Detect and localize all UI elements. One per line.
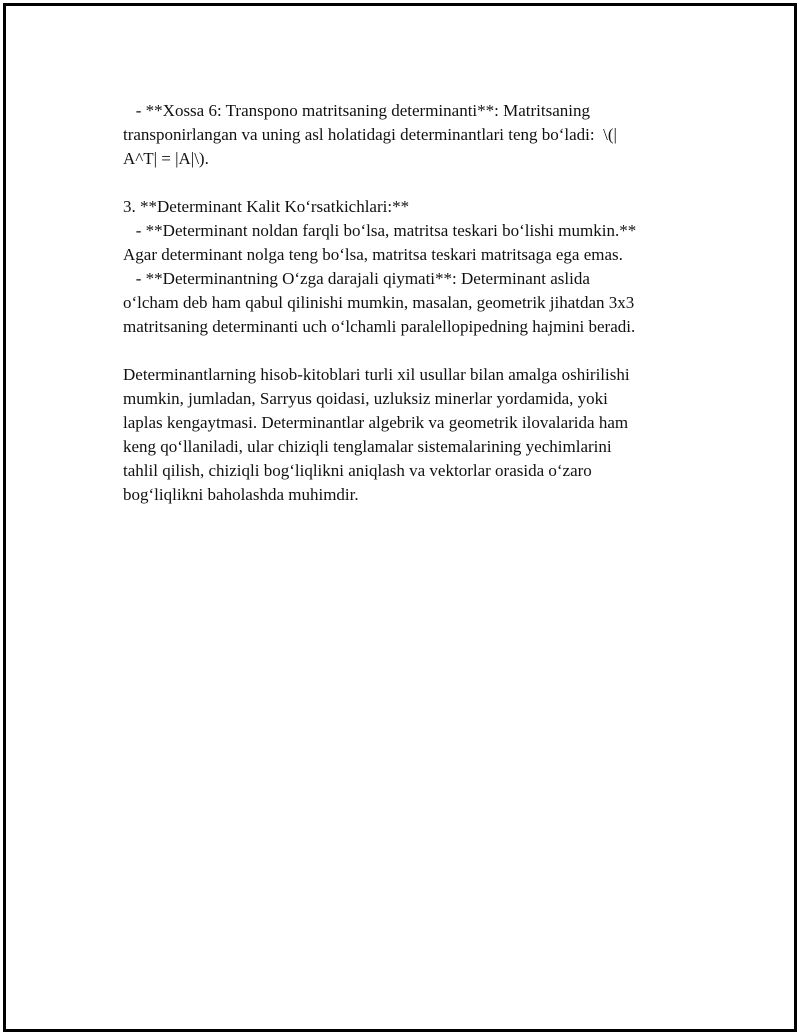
text-line: bog‘liqlikni baholashda muhimdir. [123,485,359,504]
paragraph-gap [123,339,688,363]
paragraph-property-6 [123,99,688,171]
page-frame [3,3,797,1032]
text-line: - **Determinant noldan farqli bo‘lsa, matritsa teskari bo‘lishi mumkin.** [123,221,637,240]
text-line: tahlil qilish, chiziqli bog‘liqlikni aniqlash va vektorlar orasida o‘zaro [123,461,592,480]
text-line: laplas kengaytmasi. Determinantlar algebrik va geometrik ilovalarida ham [123,413,629,432]
text-line: - **Determinantning O‘zga darajali qiymati**: Determinant aslida [123,269,590,288]
document-body [123,99,688,507]
text-line: Determinantlarning hisob-kitoblari turli xil usullar bilan amalga oshirilishi [123,365,630,384]
text-line: keng qo‘llaniladi, ular chiziqli tenglamalar sistemalarining yechimlarini [123,437,612,456]
text-line: o‘lcham deb ham qabul qilinishi mumkin, masalan, geometrik jihatdan 3x3 [123,293,635,312]
text-line: transponirlangan va uning asl holatidagi determinantlari teng bo‘ladi: \(| [123,125,617,144]
section-heading-line: 3. **Determinant Kalit Ko‘rsatkichlari:** [123,197,410,216]
paragraph-summary [123,363,688,507]
text-line: Agar determinant nolga teng bo‘lsa, matritsa teskari matritsaga ega emas. [123,245,623,264]
paragraph-gap [123,171,688,195]
text-line: - **Xossa 6: Transpono matritsaning determinanti**: Matritsaning [123,101,590,120]
text-line: mumkin, jumladan, Sarryus qoidasi, uzluksiz minerlar yordamida, yoki [123,389,608,408]
paragraph-key-indicators [123,195,688,339]
text-line: A^T| = |A|\). [123,149,209,168]
text-line: matritsaning determinanti uch o‘lchamli paralellopipedning hajmini beradi. [123,317,636,336]
